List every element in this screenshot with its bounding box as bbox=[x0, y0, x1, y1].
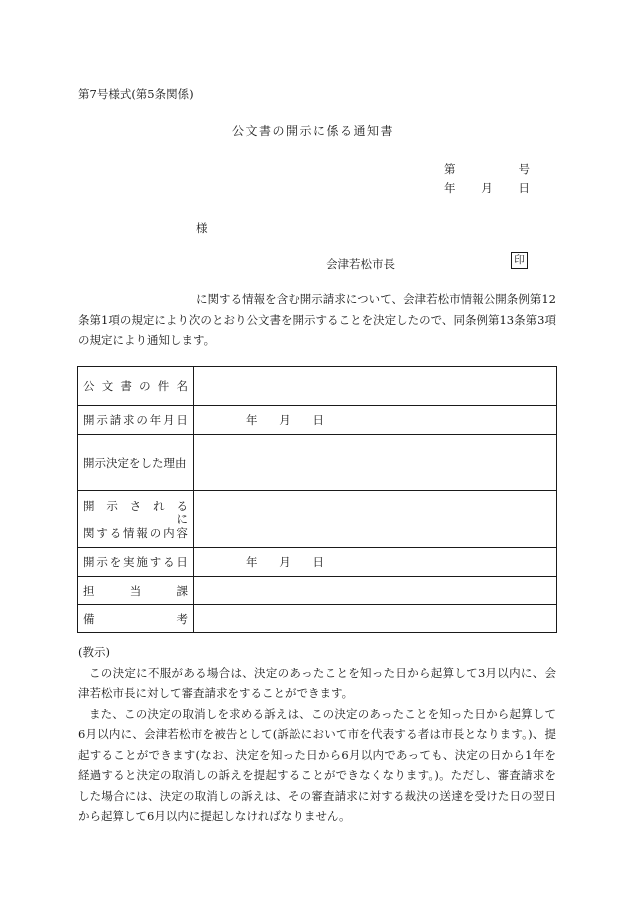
instruction-section bbox=[78, 642, 556, 827]
addressee-honorific: 様 bbox=[196, 221, 208, 235]
label-char: 開 bbox=[83, 555, 95, 569]
value-cell bbox=[194, 367, 557, 406]
label-char: の bbox=[149, 525, 162, 540]
label-cell bbox=[78, 435, 194, 491]
issuer-name: 会津若松市長 bbox=[326, 257, 395, 271]
label-char: 示 bbox=[96, 555, 108, 569]
month-label: 月 bbox=[279, 413, 291, 427]
label-char: 公 bbox=[83, 379, 95, 393]
instruction-paragraph-1: この決定に不服がある場合は、決定のあったことを知った日から起算して3月以内に、会津若松市長に対して審査請求をすることができます。 bbox=[78, 665, 556, 700]
label-char: 担 bbox=[83, 583, 95, 598]
instruction-paragraph-2: また、この決定の取消しを求める訴えは、この決定のあったことを知った日から起算して6月以内に、会津若松市を被告として(訴訟において市を代表する者は市長となります。)、提起することができます(なお、決定を知った日から6月以内であっても、決定の日から1年を経過すると決定の取消しの訴えを提起することができなくなります。)。ただし、審査請求をした場合には、決定の取消しの訴えは、その審査請求に対する裁決の送達を受けた日の翌日から起算して6月以内に提起しなければなりません。 bbox=[78, 706, 556, 823]
label-cell bbox=[78, 367, 194, 406]
label-char: る bbox=[176, 498, 188, 513]
year-label: 年 bbox=[246, 413, 258, 427]
number-suffix: 号 bbox=[518, 162, 530, 176]
label-cell bbox=[78, 406, 194, 435]
label-cell bbox=[78, 548, 194, 577]
label-char: 開 bbox=[83, 413, 95, 427]
date-day-label: 日 bbox=[518, 181, 530, 195]
label-char: 日 bbox=[176, 555, 188, 569]
label-char: 課 bbox=[176, 583, 188, 598]
date-month-label: 月 bbox=[481, 181, 493, 195]
label-char: 請 bbox=[109, 413, 122, 427]
value-cell bbox=[194, 491, 557, 548]
row-label bbox=[83, 378, 188, 394]
label-char: 施 bbox=[136, 555, 148, 569]
label-char: 内 bbox=[163, 525, 175, 540]
document-number-line bbox=[444, 161, 530, 177]
row-label bbox=[83, 412, 188, 428]
label-char: 考 bbox=[176, 611, 188, 626]
form-label: 第7号様式(第5条関係) bbox=[78, 87, 194, 101]
label-char: 報 bbox=[136, 525, 148, 540]
label-char: の bbox=[139, 379, 151, 393]
label-char: 件 bbox=[157, 379, 170, 393]
day-label: 日 bbox=[312, 413, 324, 427]
table-row-decision-reason bbox=[78, 435, 557, 491]
label-char: 名 bbox=[176, 379, 188, 393]
row-label bbox=[83, 583, 188, 599]
number-prefix: 第 bbox=[444, 162, 456, 176]
value-cell bbox=[194, 577, 557, 605]
value-cell bbox=[194, 548, 557, 577]
label-char: る bbox=[109, 525, 122, 540]
label-char: 当 bbox=[129, 583, 142, 598]
label-line-1 bbox=[83, 500, 188, 514]
row-label bbox=[83, 554, 188, 570]
value-cell bbox=[194, 435, 557, 491]
label-char: 文 bbox=[101, 379, 114, 393]
table-row-info-content bbox=[78, 491, 557, 548]
label-char: さ bbox=[129, 498, 142, 513]
label-char: 備 bbox=[83, 611, 95, 626]
label-char: に bbox=[176, 512, 188, 527]
table-row-department bbox=[78, 577, 557, 605]
label-cell bbox=[78, 491, 194, 548]
date-year-label: 年 bbox=[444, 181, 456, 195]
disclosure-table bbox=[77, 366, 557, 633]
label-cell bbox=[78, 577, 194, 605]
row-label bbox=[83, 498, 188, 541]
request-date-fields bbox=[246, 412, 324, 428]
label-cell bbox=[78, 605, 194, 633]
label-char: れ bbox=[153, 498, 165, 513]
implementation-date-fields bbox=[246, 554, 324, 570]
seal-mark: 印 bbox=[511, 252, 528, 269]
label-char: 月 bbox=[163, 413, 175, 427]
year-label: 年 bbox=[246, 555, 258, 569]
table-row-implementation-date bbox=[78, 548, 557, 577]
label-char: 書 bbox=[120, 379, 132, 393]
table-row-document-name bbox=[78, 367, 557, 406]
label-char: 示 bbox=[106, 498, 118, 513]
label-line-2 bbox=[83, 527, 188, 541]
label-char: 示 bbox=[96, 413, 108, 427]
label-char: 日 bbox=[176, 413, 188, 427]
document-title: 公文書の開示に係る通知書 bbox=[232, 124, 395, 138]
table-row-remarks bbox=[78, 605, 557, 633]
label-char: 情 bbox=[123, 525, 135, 540]
label-char: の bbox=[136, 413, 148, 427]
table-row-request-date bbox=[78, 406, 557, 435]
label-char: す bbox=[96, 525, 108, 540]
value-cell bbox=[194, 605, 557, 633]
row-label bbox=[83, 611, 188, 627]
label-char: す bbox=[149, 555, 162, 569]
label-char: 実 bbox=[123, 555, 135, 569]
issue-date-line bbox=[444, 180, 530, 196]
label-char: 容 bbox=[176, 525, 188, 540]
value-cell bbox=[194, 406, 557, 435]
label-char: る bbox=[163, 555, 175, 569]
month-label: 月 bbox=[279, 555, 291, 569]
label-char: を bbox=[109, 555, 122, 569]
label-char: 年 bbox=[149, 413, 162, 427]
label-char: 関 bbox=[83, 525, 95, 540]
notice-paragraph: に関する情報を含む開示請求について、会津若松市情報公開条例第12条第1項の規定により次のとおり公文書を開示することを決定したので、同条例第13条第3項の規定により通知します。 bbox=[78, 292, 556, 347]
instruction-heading: (教示) bbox=[78, 645, 110, 659]
label-char: 開 bbox=[83, 498, 95, 513]
label-char: 求 bbox=[123, 413, 135, 427]
row-label: 開示決定をした理由 bbox=[83, 455, 187, 470]
day-label: 日 bbox=[312, 555, 324, 569]
